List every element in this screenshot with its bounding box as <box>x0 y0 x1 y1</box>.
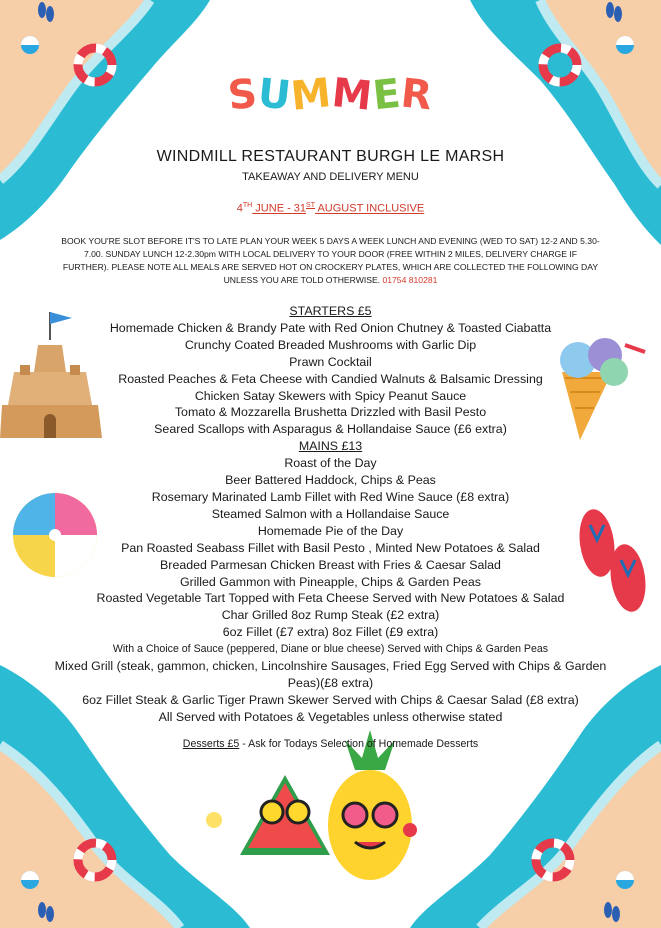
fillet-prawn-item: 6oz Fillet Steak & Garlic Tiger Prawn Skewer Served with Chips & Caesar Salad (£8 extra) <box>82 692 579 707</box>
starter-item: Crunchy Coated Breaded Mushrooms with Garlic Dip <box>184 337 477 352</box>
date-suffix1: TH <box>242 202 253 209</box>
mixed-grill-item: Mixed Grill (steak, gammon, chicken, Lincolnshire Sausages, Fried Egg Served with Chips & Garden Peas)(£8 extra) <box>54 659 607 690</box>
starter-item: Homemade Chicken & Brandy Pate with Red Onion Chutney & Toasted Ciabatta <box>109 320 552 335</box>
desserts-text: - Ask for Todays Selection of Homemade Desserts <box>239 738 479 750</box>
date-month1: JUNE - 31 <box>252 202 307 215</box>
main-item: Pan Roasted Seabass Fillet with Basil Pesto , Minted New Potatoes & Salad <box>121 540 540 555</box>
main-item: Grilled Gammon with Pineapple, Chips & Garden Peas <box>180 574 481 589</box>
date-suffix2: ST <box>306 202 315 209</box>
mains-heading: MAINS £13 <box>298 439 363 454</box>
main-item: Steamed Salmon with a Hollandaise Sauce <box>211 506 450 521</box>
starter-item: Roasted Peaches & Feta Cheese with Candied Walnuts & Balsamic Dressing <box>118 371 543 386</box>
starter-item: Prawn Cocktail <box>289 354 372 369</box>
starter-item: Seared Scallops with Asparagus & Hollandaise Sauce (£6 extra) <box>154 422 507 437</box>
sauce-note: With a Choice of Sauce (peppered, Diane or blue cheese) Served with Chips & Garden Peas <box>112 643 549 656</box>
mains-footer-note: All Served with Potatoes & Vegetables unless otherwise stated <box>158 709 503 724</box>
logo-letter: M <box>288 69 335 121</box>
booking-text: BOOK YOU'RE SLOT BEFORE IT'S TO LATE PLAN YOUR WEEK 5 DAYS A WEEK LUNCH AND EVENING (WED TO SAT) 12-2 AND 5.30-7.00. SUNDAY LUNCH 12-2.30pm WITH LOCAL DELIVERY TO YOUR DOOR (FREE WITHIN 2 MILES, DELIVERY CHARGE IF FURTHER). PLEASE NOTE ALL MEALS ARE SERVED HOT ON CROCKERY PLATES, WHICH ARE COLLECTED THE FOLLOWING DAY UNLESS YOU ARE TOLD OTHERWISE. <box>61 236 600 285</box>
main-item: Roast of the Day <box>284 456 377 471</box>
desserts-line <box>0 738 661 750</box>
logo-letter: R <box>398 70 436 120</box>
main-item: Roasted Vegetable Tart Topped with Feta Cheese Served with New Potatoes & Salad <box>96 591 565 606</box>
date-month2: AUGUST INCLUSIVE <box>315 202 425 215</box>
logo-letter: M <box>329 69 376 121</box>
starter-item: Tomato & Mozzarella Brushetta Drizzled with Basil Pesto <box>174 405 487 420</box>
date-day1: 4 <box>236 202 243 215</box>
main-item: Breaded Parmesan Chicken Breast with Fries & Caesar Salad <box>160 557 501 572</box>
logo-letter: S <box>225 70 261 120</box>
menu-list <box>40 303 621 726</box>
summer-logo-text <box>225 69 436 121</box>
menu-subtitle: TAKEAWAY AND DELIVERY MENU <box>242 171 419 183</box>
desserts-label: Desserts £5 <box>182 738 240 750</box>
logo-letter: U <box>255 70 294 120</box>
starter-item: Chicken Satay Skewers with Spicy Peanut Sauce <box>194 388 467 403</box>
booking-info <box>60 235 601 287</box>
summer-logo <box>0 69 661 121</box>
logo-letter: E <box>370 70 404 120</box>
main-item: Rosemary Marinated Lamb Fillet with Red Wine Sauce (£8 extra) <box>151 489 510 504</box>
main-item: 6oz Fillet (£7 extra) 8oz Fillet (£9 extra) <box>222 625 439 640</box>
date-range <box>0 202 661 215</box>
starters-heading: STARTERS £5 <box>289 304 372 318</box>
main-item: Beer Battered Haddock, Chips & Peas <box>225 473 436 488</box>
main-item: Char Grilled 8oz Rump Steak (£2 extra) <box>221 608 440 623</box>
phone-number[interactable]: 01754 810281 <box>382 275 438 285</box>
restaurant-title: WINDMILL RESTAURANT BURGH LE MARSH <box>156 148 505 165</box>
main-item: Homemade Pie of the Day <box>257 523 404 538</box>
